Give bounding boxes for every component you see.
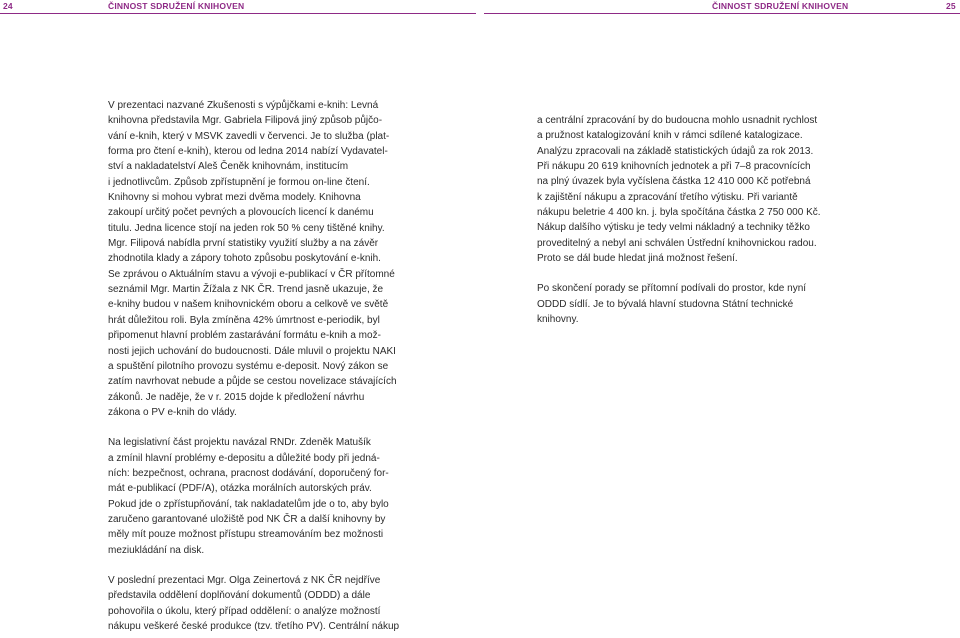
left-page-number: 24: [3, 1, 13, 11]
right-text-column: [537, 113, 877, 327]
paragraph-e-book-lending: V prezentaci nazvané Zkušenosti s výpůjčkami e-knih: Levná knihovna představila Mgr. Gabriela Filipová jiný způsob půjčo- vání e-knih, který v MSVK zavedli v červenci. Je to služba (plat- forma pro čtení e-knih), kterou od ledna 2014 nabízí Vydavatel- ství a nakladatelství Aleš Čeněk knihovnám, institucím i jednotlivcům. Způsob zpřístupnění je formou on-line čtení. Knihovny si mohou vybrat mezi dvěma modely. Knihovna zakoupí určitý počet pevných a plovoucích licencí k danému titulu. Jedna licence stojí na jeden rok 50 % ceny tištěné knihy. Mgr. Filipová nabídla první statistiky využití služby a na závěr zhodnotila klady a zápory tohoto způsobu poskytování e-knih. Se zprávou o Aktuálním stavu a vývoji e-publikací v ČR přítomné seznámil Mgr. Martin Žížala z NK ČR. Trend jasně ukazuje, že e-knihy budou v našem knihovnickém oboru a celkově ve světě hrát důležitou roli. Byla zmíněna 42% úmrtnost e-periodik, byl připomenut hlavní problém zastarávání formátu e-knih a mož- nosti jejich uchování do budoucnosti. Dále mluvil o projektu NAKI a spuštění pilotního provozu systému e-deposit. Nový zákon se zatím navrhovat nebude a půjde se cestou novelizace stávajících zákonů. Je naděje, že v r. 2015 dojde k předložení návrhu zákona o PV e-knih do vlády.: [108, 100, 397, 418]
paragraph-e-deposit-legislation: Na legislativní část projektu navázal RNDr. Zdeněk Matušík a zmínil hlavní problémy e-depositu a důležité body při jedná- ních: bezpečnost, ochrana, pracnost dodávání, doporučený for- mát e-publikací (PDF/A), otázka morálních autorských práv. Pokud jde o zpřístupňování, tak nakladatelům jde o to, aby bylo zaručeno garantované uložiště pod NK ČR a další knihovny by měly mít pouze možnost přístupu streamováním bez možnosti meziukládání na disk.: [108, 437, 389, 556]
left-text-column: [108, 98, 448, 634]
right-running-header: ČINNOST SDRUŽENÍ KNIHOVEN: [712, 1, 849, 11]
paragraph-visit-premises: Po skončení porady se přítomní podívali do prostor, kde nyní ODDD sídlí. Je to bývalá hlavní studovna Státní technické knihovny.: [537, 283, 807, 326]
left-running-header: ČINNOST SDRUŽENÍ KNIHOVEN: [108, 1, 245, 11]
left-header-rule: [0, 13, 476, 14]
paragraph-oddd-presentation: V poslední prezentaci Mgr. Olga Zeinertová z NK ČR nejdříve představila oddělení doplňování dokumentů (ODDD) a dále pohovořila o úkolu, který případ oddělení: o analýze možností nákupu veškeré české produkce (tzv. třetího PV). Centrální nákup: [108, 574, 400, 632]
paragraph-central-processing: a centrální zpracování by do budoucna mohlo usnadnit rychlost a pružnost katalogizování knih v rámci sdílené katalogizace. Analýzu zpracovali na základě statistických údajů za rok 2013. Při nákupu 20 619 knihovních jednotek a při 7–8 pracovnících na plný úvazek byla vyčíslena částka 12 410 000 Kč potřebná k zajištění nákupu a zpracování třetího výtisku. Při variantě nákupu beletrie 4 400 kn. j. byla spočítána částka 2 750 000 Kč. Nákup dalšího výtisku je tedy velmi nákladný a techniky těžko proveditelný a nebyl ani schválen Ústřední knihovnickou radou. Proto se dál bude hledat jiná možnost řešení.: [537, 115, 821, 265]
right-page-number: 25: [946, 1, 956, 11]
right-header-rule: [484, 13, 960, 14]
